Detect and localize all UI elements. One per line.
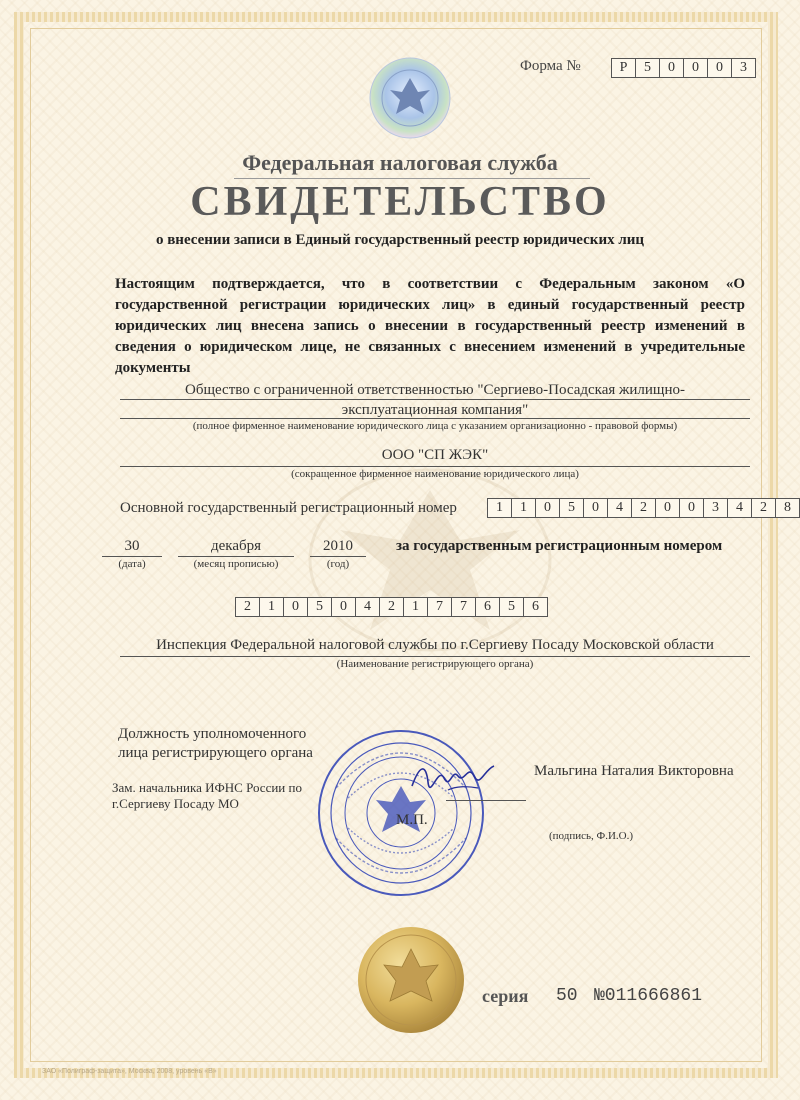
stamp-place-label: М.П. <box>396 812 428 828</box>
reg-cell: 2 <box>235 597 260 617</box>
authority-rule <box>120 656 750 657</box>
form-cell: 0 <box>707 58 732 78</box>
document-subtitle: о внесении записи в Единый государственный реестр юридических лиц <box>155 232 645 248</box>
company-full-caption: (полное фирменное наименование юридического лица с указанием организационно - правовой формы) <box>192 420 678 432</box>
date-year-rule <box>310 556 366 557</box>
form-number-cells <box>612 58 756 78</box>
gold-seal-icon <box>356 925 466 1035</box>
company-short-name: ООО "СП ЖЭК" <box>381 447 489 463</box>
ogrn-cell: 5 <box>559 498 584 518</box>
ogrn-cell: 4 <box>727 498 752 518</box>
registering-authority: Инспекция Федеральной налоговой службы по г.Сергиеву Посаду Московской области <box>156 637 714 653</box>
date-year-caption: (год) <box>326 558 350 570</box>
reg-cell: 6 <box>523 597 548 617</box>
handwritten-signature-icon <box>408 756 498 796</box>
reg-number-cells <box>236 597 548 617</box>
position-label <box>118 725 313 763</box>
reg-cell: 7 <box>427 597 452 617</box>
form-cell: 0 <box>659 58 684 78</box>
ogrn-cell: 4 <box>607 498 632 518</box>
authority-caption: (Наименование регистрирующего органа) <box>336 658 534 670</box>
series-value: 50 <box>556 986 578 1006</box>
reg-cell: 6 <box>475 597 500 617</box>
form-number-label: Форма № <box>520 58 581 74</box>
series-label: серия <box>482 986 529 1006</box>
document-title: СВИДЕТЕЛЬСТВО <box>190 179 610 225</box>
hologram-emblem-icon <box>368 56 452 140</box>
date-month-rule <box>178 556 294 557</box>
agency-title: Федеральная налоговая служба <box>242 150 558 175</box>
company-full-rule-2 <box>120 418 750 419</box>
company-full-rule-1 <box>120 399 750 400</box>
date-month-caption: (месяц прописью) <box>193 558 279 570</box>
signature-caption: (подпись, Ф.И.О.) <box>549 830 633 842</box>
ogrn-cell: 0 <box>655 498 680 518</box>
date-day-caption: (дата) <box>118 558 146 570</box>
reg-cell: 4 <box>355 597 380 617</box>
position-value <box>112 780 302 812</box>
ogrn-cell: 1 <box>487 498 512 518</box>
signer-name: Мальгина Наталия Викторовна <box>534 763 734 779</box>
certificate-number: №011666861 <box>594 986 703 1006</box>
position-label-line: Должность уполномоченного <box>118 726 307 742</box>
ogrn-cell: 2 <box>751 498 776 518</box>
company-full-name-line: Общество с ограниченной ответственностью "Сергиево-Посадская жилищно- <box>185 382 685 398</box>
ogrn-cell: 3 <box>703 498 728 518</box>
reg-cell: 0 <box>283 597 308 617</box>
ogrn-cell: 1 <box>511 498 536 518</box>
reg-cell: 2 <box>379 597 404 617</box>
position-value-line: г.Сергиеву Посаду МО <box>112 796 239 811</box>
ogrn-cell: 0 <box>679 498 704 518</box>
ogrn-cell: 0 <box>583 498 608 518</box>
position-value-line: Зам. начальника ИФНС России по <box>112 780 302 795</box>
reg-cell: 5 <box>499 597 524 617</box>
date-day-rule <box>102 556 162 557</box>
date-month: декабря <box>210 538 262 554</box>
reg-cell: 0 <box>331 597 356 617</box>
reg-cell: 7 <box>451 597 476 617</box>
date-year: 2010 <box>323 538 353 554</box>
form-cell: Р <box>611 58 636 78</box>
company-short-caption: (сокращенное фирменное наименование юридического лица) <box>291 468 579 480</box>
reg-number-label: за государственным регистрационным номером <box>396 538 723 554</box>
certification-text: Настоящим подтверждается, что в соответствии с Федеральным законом «О государственной регистрации юридических лиц» в единый государственный реестр юридических лиц внесена запись о внесении в государственный реестр изменений в сведения о юридическом лице, не связанных с внесением изменений в учредительные документы <box>115 276 745 376</box>
signature-rule <box>446 800 526 801</box>
form-cell: 3 <box>731 58 756 78</box>
company-full-name <box>120 380 750 420</box>
reg-cell: 1 <box>259 597 284 617</box>
position-label-line: лица регистрирующего органа <box>118 745 313 761</box>
ogrn-cells <box>488 498 800 518</box>
printer-imprint: ЗАО «Полиграф-защита», Москва, 2008, уровень «В» <box>42 1068 217 1075</box>
ogrn-label: Основной государственный регистрационный номер <box>120 500 457 516</box>
company-full-name-line: эксплуатационная компания" <box>341 402 529 418</box>
company-short-rule <box>120 466 750 467</box>
form-cell: 5 <box>635 58 660 78</box>
date-day: 30 <box>124 538 140 554</box>
reg-cell: 1 <box>403 597 428 617</box>
ogrn-cell: 0 <box>535 498 560 518</box>
ogrn-cell: 8 <box>775 498 800 518</box>
reg-cell: 5 <box>307 597 332 617</box>
ogrn-cell: 2 <box>631 498 656 518</box>
form-cell: 0 <box>683 58 708 78</box>
